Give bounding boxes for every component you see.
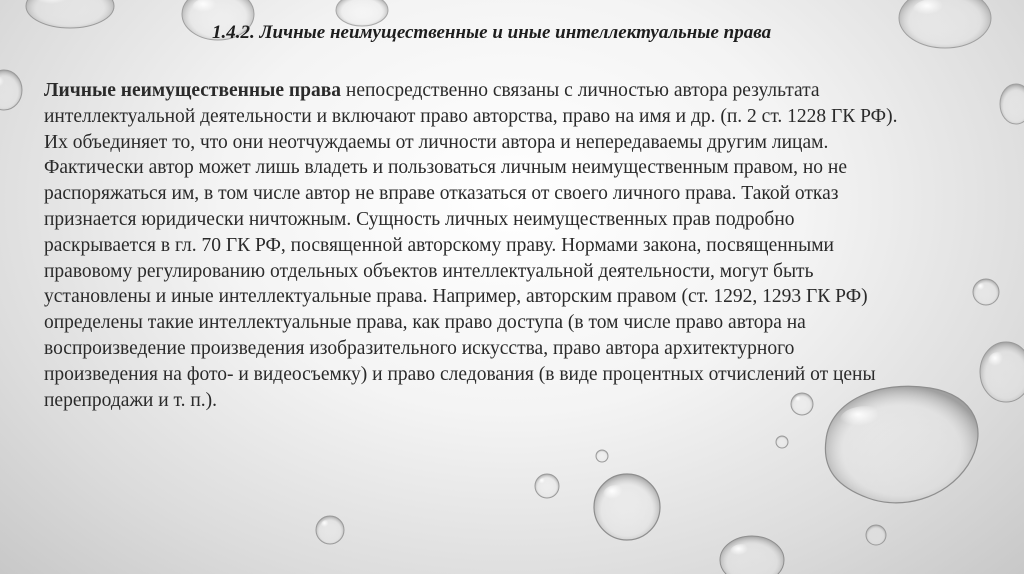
body-line: распоряжаться им, в том числе автор не вправе отказаться от своего личного права. Такой отказ — [44, 183, 839, 205]
water-drop — [720, 536, 784, 574]
water-drop — [866, 525, 886, 545]
body-line: правовому регулированию отдельных объектов интеллектуальной деятельности, могут быть — [44, 260, 814, 282]
water-drop — [26, 0, 114, 28]
body-line: произведения на фото- и видеосъемку) и право следования (в виде процентных отчислений от цены — [44, 363, 876, 385]
body-line: Фактически автор может лишь владеть и пользоваться личным неимущественным правом, но не — [44, 157, 848, 179]
water-drop — [594, 474, 660, 540]
water-drop — [535, 474, 559, 498]
water-drop — [316, 516, 344, 544]
body-line: Их объединяет то, что они неотчуждаемы от личности автора и непередаваемы другим лицам. — [44, 131, 829, 153]
body-line: установлены и иные интеллектуальные права. Например, авторским правом (ст. 1292, 1293 ГК РФ) — [44, 286, 868, 308]
body-line: воспроизведение произведения изобразительного искусства, право автора архитектурного — [44, 337, 795, 359]
slide-title: 1.4.2. Личные неимущественные и иные интеллектуальные права — [212, 22, 772, 43]
body-line: непосредственно связаны с личностью автора результата — [341, 80, 820, 101]
water-drop — [1000, 84, 1024, 124]
body-line: раскрывается в гл. 70 ГК РФ, посвященной авторскому праву. Нормами закона, посвященными — [44, 234, 834, 256]
body-line: перепродажи и т. п.). — [44, 389, 218, 411]
water-drop — [776, 436, 788, 448]
body-line: признается юридически ничтожным. Сущность личных неимущественных прав подробно — [44, 208, 795, 230]
body-line: интеллектуальной деятельности и включают право авторства, право на имя и др. (п. 2 ст. 1228 ГК РФ). — [44, 105, 898, 127]
water-drop — [596, 450, 608, 462]
water-drop — [0, 70, 22, 110]
body-line: определены такие интеллектуальные права, как право доступа (в том числе право автора на — [44, 312, 806, 334]
lead-term: Личные неимущественные права — [44, 80, 342, 101]
slide-body — [44, 78, 994, 413]
